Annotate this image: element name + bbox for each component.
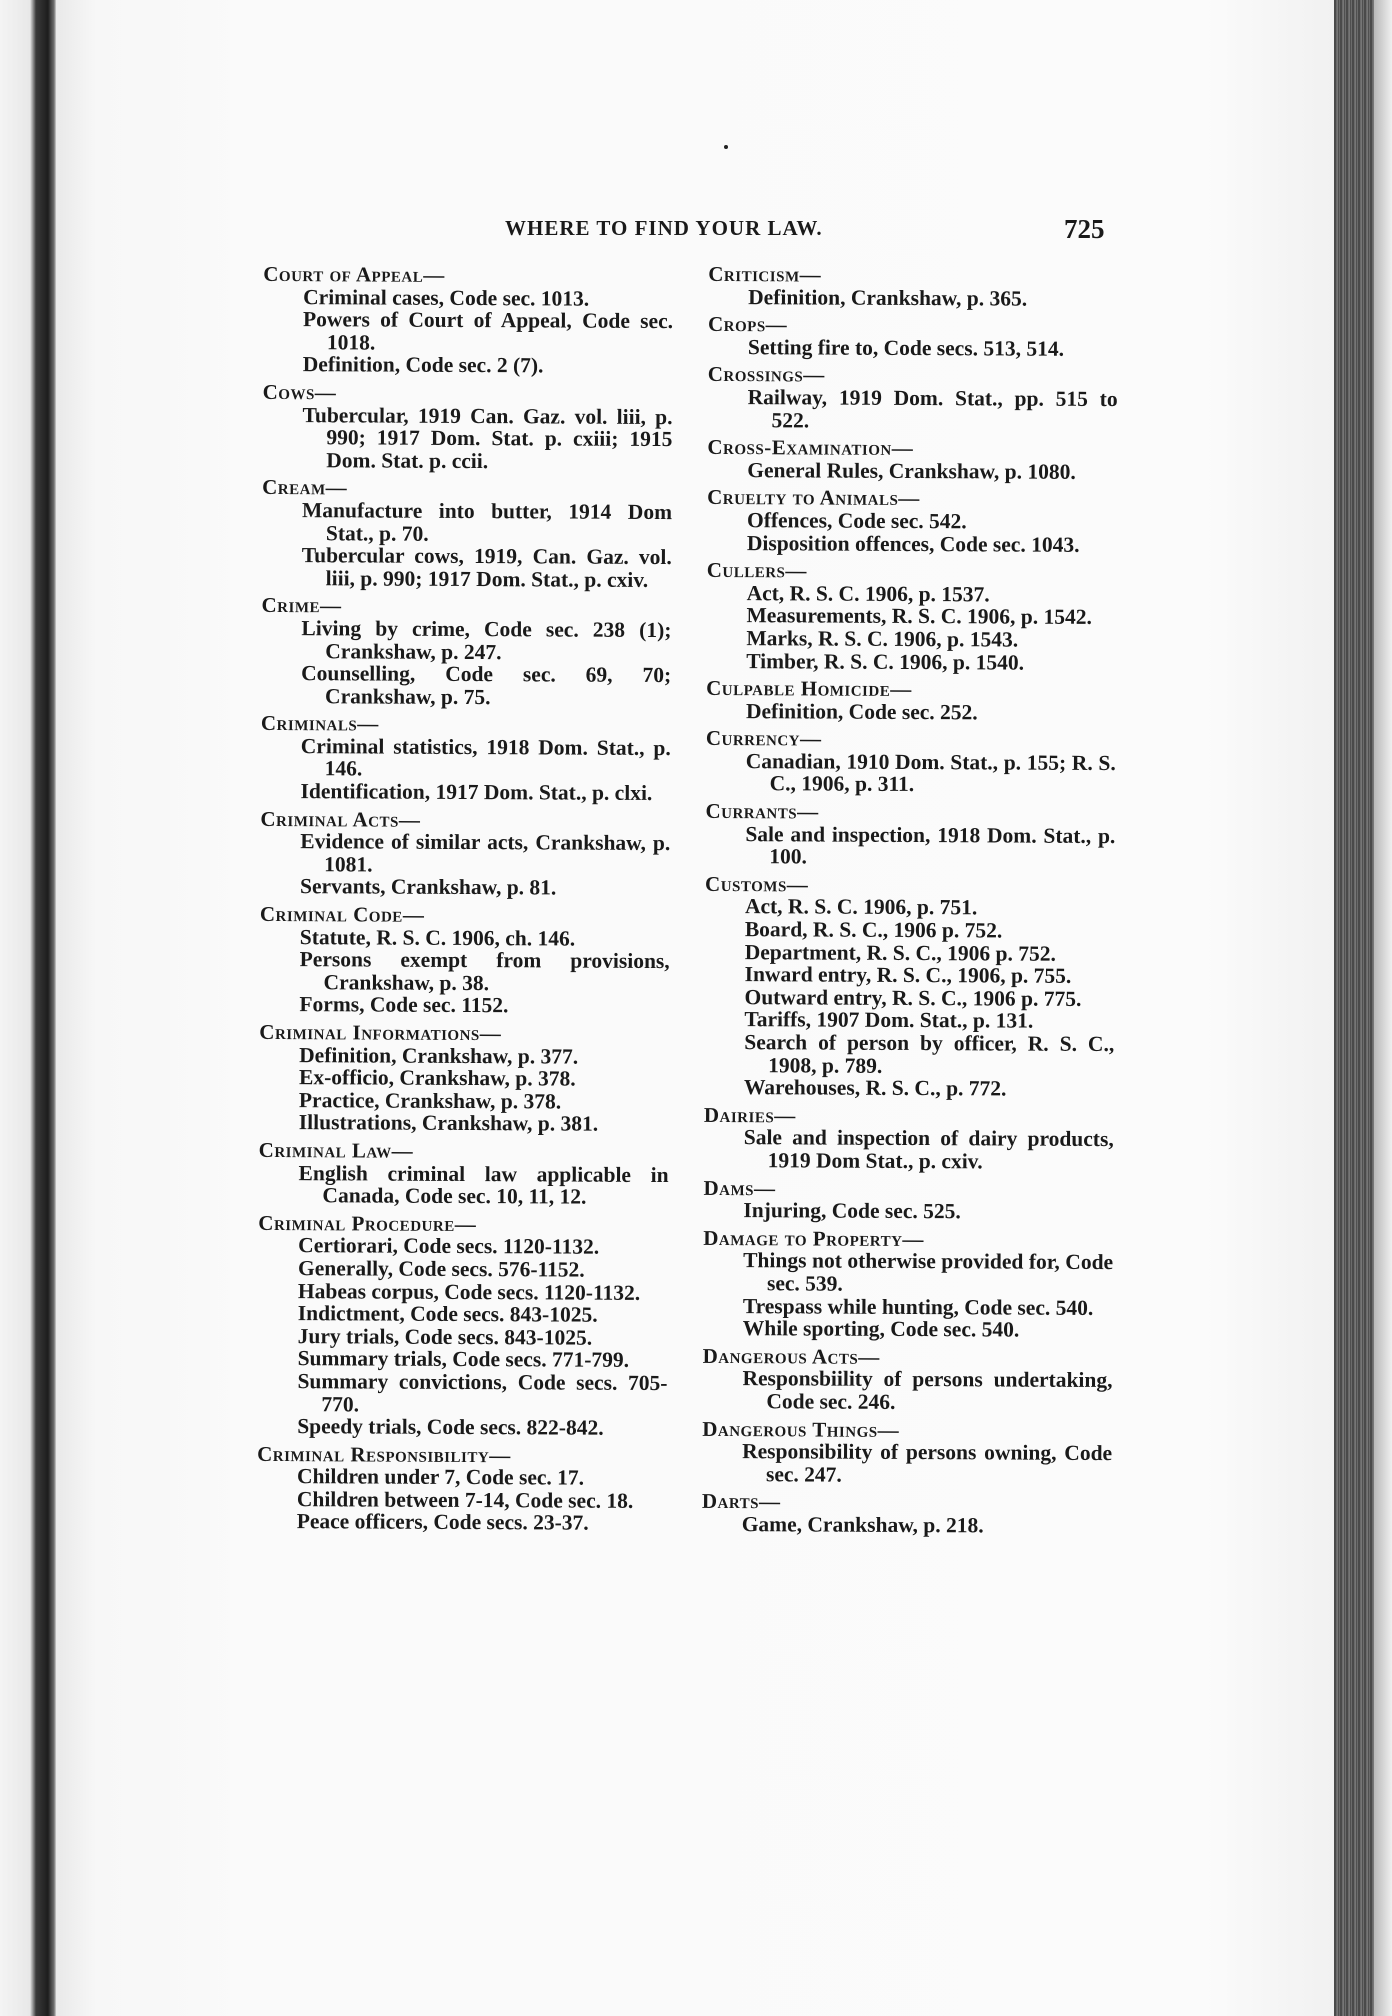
index-entry: [707, 436, 1117, 483]
index-subentry: Setting fire to, Code secs. 513, 514.: [747, 334, 1065, 361]
index-entry: [261, 712, 671, 805]
index-heading: Currency—: [705, 726, 822, 751]
index-subentry: Statute, R. S. C. 1906, ch. 146.: [299, 924, 576, 951]
index-subentry: Act, R. S. C. 1906, p. 751.: [744, 894, 978, 920]
index-entry: [703, 1227, 1114, 1342]
index-heading: Damage to Property—: [703, 1225, 925, 1251]
index-subentry: Peace officers, Code secs. 23-37.: [296, 1509, 589, 1536]
index-subentry: Counselling, Code sec. 69, 70; Crankshaw, p. 75.: [301, 661, 672, 709]
index-subentry: Department, R. S. C., 1906 p. 752.: [744, 939, 1056, 966]
index-subentry: Persons exempt from provisions, Crankshaw, p. 38.: [299, 947, 670, 995]
index-subentry: Railway, 1919 Dom. Stat., pp. 515 to 522.: [747, 385, 1118, 433]
index-heading: Criminal Informations—: [259, 1019, 502, 1046]
index-subentry: Responsbiility of persons undertaking, Code sec. 246.: [742, 1366, 1113, 1414]
index-subentry: Habeas corpus, Code secs. 1120-1132.: [297, 1278, 641, 1305]
index-entry: [704, 873, 1115, 1101]
index-heading: Dangerous Things—: [702, 1416, 900, 1442]
index-subentry: Definition, Crankshaw, p. 377.: [299, 1042, 579, 1069]
index-heading: Currants—: [705, 798, 819, 824]
index-subentry: Forms, Code sec. 1152.: [299, 992, 509, 1018]
index-heading: Criminal Acts—: [260, 806, 421, 832]
index-subentry: Tubercular, 1919 Can. Gaz. vol. liii, p. 990; 1917 Dom. Stat. p. cxiii; 1915 Dom. Stat. p. ccii.: [302, 402, 673, 473]
index-subentry: Disposition offences, Code sec. 1043.: [746, 530, 1080, 557]
index-entry: [261, 594, 672, 709]
index-subentry: Inward entry, R. S. C., 1906, p. 755.: [744, 962, 1072, 989]
index-heading: Criminal Code—: [259, 901, 425, 927]
index-entry: [257, 1443, 667, 1536]
index-heading: Culpable Homicide—: [706, 676, 912, 702]
index-entry: [704, 1104, 1114, 1174]
index-subentry: Certiorari, Code secs. 1120-1132.: [298, 1233, 600, 1260]
index-subentry: Sale and inspection of dairy products, 1919 Dom Stat., p. cxiv.: [743, 1125, 1114, 1174]
index-subentry: Things not otherwise provided for, Code sec. 539.: [743, 1248, 1114, 1296]
index-entry: [258, 1139, 668, 1209]
index-subentry: Illustrations, Crankshaw, p. 381.: [298, 1110, 599, 1137]
index-subentry: Indictment, Code secs. 843-1025.: [297, 1301, 598, 1327]
index-subentry: Manufacture into butter, 1914 Dom Stat., p. 70.: [301, 498, 673, 546]
index-heading: Customs—: [705, 871, 809, 897]
index-subentry: Tariffs, 1907 Dom. Stat., p. 131.: [744, 1007, 1034, 1034]
index-entry: [708, 263, 1118, 310]
index-entry: [707, 486, 1117, 556]
index-entry: [706, 559, 1117, 674]
index-heading: Criminal Law—: [258, 1137, 414, 1163]
index-heading: Dams—: [703, 1175, 776, 1200]
index-heading: Criminals—: [260, 711, 379, 736]
index-entry: [263, 263, 674, 378]
index-subentry: Timber, R. S. C. 1906, p. 1540.: [746, 648, 1025, 675]
index-subentry: Definition, Code sec. 252.: [745, 698, 978, 725]
index-heading: Cruelty to Animals—: [707, 485, 920, 511]
index-entry: [702, 1490, 1112, 1537]
index-heading: Crops—: [707, 312, 788, 337]
index-heading: Criminal Procedure—: [258, 1210, 477, 1236]
index-subentry: Tubercular cows, 1919, Can. Gaz. vol. liii, p. 990; 1917 Dom. Stat., p. cxiv.: [301, 543, 672, 592]
ink-speck: [724, 145, 728, 149]
book-page-edges: [1334, 0, 1392, 2016]
index-entry: [702, 1345, 1112, 1415]
index-heading: Cross-Examination—: [707, 435, 914, 461]
index-subentry: Identification, 1917 Dom. Stat., p. clxi.: [300, 779, 653, 806]
book-page: [56, 0, 1334, 2016]
index-subentry: Marks, R. S. C. 1906, p. 1543.: [746, 626, 1019, 652]
index-entry: [705, 800, 1115, 870]
index-heading: Cullers—: [706, 558, 807, 583]
index-subentry: Generally, Code secs. 576-1152.: [298, 1256, 585, 1282]
index-heading: Cows—: [262, 379, 337, 405]
index-entry: [708, 313, 1118, 360]
index-heading: Crossings—: [707, 362, 825, 387]
index-subentry: Criminal statistics, 1918 Dom. Stat., p. 146.: [300, 734, 671, 781]
index-subentry: Trespass while hunting, Code sec. 540.: [742, 1293, 1094, 1320]
index-subentry: Warehouses, R. S. C., p. 772.: [743, 1075, 1007, 1101]
index-entry: [259, 1021, 670, 1136]
index-entry: [259, 903, 670, 1018]
index-heading: Dangerous Acts—: [702, 1343, 880, 1369]
index-subentry: Children between 7-14, Code sec. 18.: [296, 1487, 634, 1513]
index-entry: [260, 808, 670, 901]
index-heading: Criticism—: [708, 261, 822, 287]
index-heading: Dairies—: [703, 1102, 796, 1128]
index-entry: [703, 1176, 1113, 1223]
index-subentry: Board, R. S. C., 1906 p. 752.: [744, 917, 1003, 943]
index-column-left: [257, 263, 674, 1540]
index-subentry: Offences, Code sec. 542.: [746, 508, 967, 534]
page-number: 725: [1064, 214, 1105, 244]
index-entry: [262, 476, 673, 591]
book-binding-left: [0, 0, 56, 2016]
index-entry: [707, 363, 1117, 433]
index-entry: [702, 1417, 1112, 1487]
index-subentry: Criminal cases, Code sec. 1013.: [303, 284, 590, 311]
index-column-right: [702, 263, 1119, 1543]
index-subentry: Servants, Crankshaw, p. 81.: [300, 874, 557, 900]
index-heading: Cream—: [262, 475, 348, 500]
index-subentry: Injuring, Code sec. 525.: [743, 1198, 961, 1224]
index-subentry: Ex-officio, Crankshaw, p. 378.: [299, 1065, 576, 1091]
index-heading: Darts—: [701, 1489, 781, 1514]
running-head: WHERE TO FIND YOUR LAW.: [505, 216, 823, 240]
index-subentry: Practice, Crankshaw, p. 378.: [298, 1087, 562, 1114]
index-subentry: Summary convictions, Code secs. 705-770.: [297, 1369, 668, 1416]
index-entry: [706, 727, 1116, 797]
index-subentry: Powers of Court of Appeal, Code sec. 1018.: [302, 307, 674, 355]
index-heading: Court of Appeal—: [263, 261, 445, 287]
index-entry: [706, 677, 1116, 724]
index-subentry: Act, R. S. C. 1906, p. 1537.: [746, 580, 990, 607]
index-entry: [257, 1212, 668, 1440]
index-subentry: Speedy trials, Code secs. 822-842.: [297, 1414, 604, 1440]
index-subentry: Definition, Code sec. 2 (7).: [302, 352, 544, 378]
index-subentry: Measurements, R. S. C. 1906, p. 1542.: [746, 603, 1092, 630]
index-heading: Crime—: [261, 593, 342, 618]
index-entry: [262, 381, 672, 474]
index-subentry: Game, Crankshaw, p. 218.: [741, 1512, 984, 1538]
index-subentry: Outward entry, R. S. C., 1906 p. 775.: [744, 984, 1082, 1011]
index-subentry: While sporting, Code sec. 540.: [742, 1316, 1020, 1342]
index-subentry: Canadian, 1910 Dom. Stat., p. 155; R. S. C., 1906, p. 311.: [745, 749, 1116, 797]
index-subentry: Summary trials, Code secs. 771-799.: [297, 1346, 630, 1373]
index-subentry: Evidence of similar acts, Crankshaw, p. 1081.: [300, 829, 671, 877]
index-subentry: English criminal law applicable in Canada, Code sec. 10, 11, 12.: [298, 1160, 669, 1209]
index-subentry: Responsibility of persons owning, Code sec. 247.: [742, 1439, 1113, 1487]
index-subentry: Definition, Crankshaw, p. 365.: [748, 284, 1028, 311]
index-heading: Criminal Responsibility—: [257, 1441, 511, 1467]
index-subentry: Jury trials, Code secs. 843-1025.: [297, 1323, 593, 1350]
index-subentry: Sale and inspection, 1918 Dom. Stat., p. 100.: [745, 821, 1116, 869]
index-subentry: General Rules, Crankshaw, p. 1080.: [747, 457, 1076, 484]
index-subentry: Search of person by officer, R. S. C., 1908, p. 789.: [744, 1030, 1115, 1078]
index-subentry: Living by crime, Code sec. 238 (1); Crankshaw, p. 247.: [301, 616, 672, 664]
index-subentry: Children under 7, Code sec. 17.: [296, 1464, 585, 1490]
